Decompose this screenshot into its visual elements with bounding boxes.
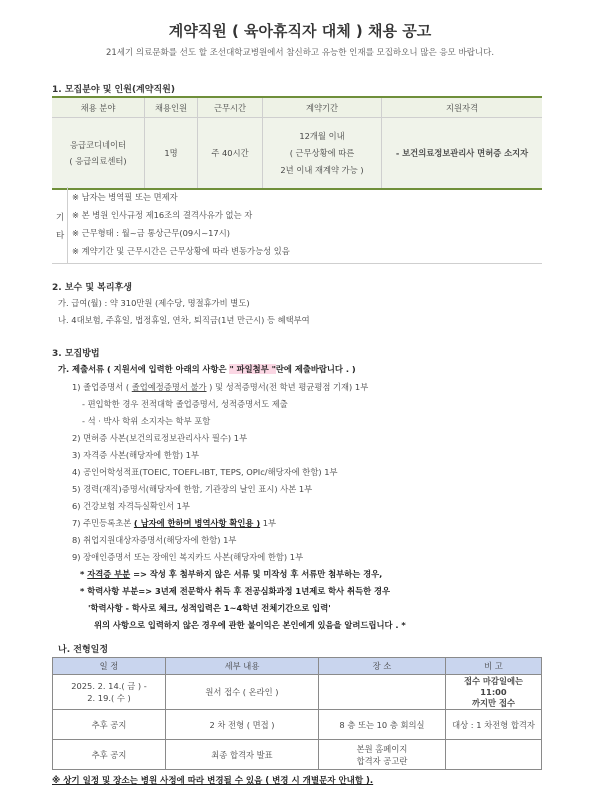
doc1-sub: - 석 · 박사 학위 소지자는 학부 포함: [82, 416, 211, 426]
table-row: [53, 675, 542, 710]
date-line2: 2. 19.( 수 ): [87, 693, 131, 703]
schedule-heading: 나. 전형일정: [58, 645, 109, 655]
doc-item-3: 3) 자격증 사본(해당자에 한함) 1부: [72, 450, 199, 460]
period-line1: 12개월 이내: [299, 131, 345, 141]
schedule-header-note: 비 고: [446, 658, 542, 675]
cell-hours: 주 40시간: [198, 118, 263, 190]
note-education-detail: '학력사항 - 학사로 체크, 성적입력은 1~4학년 전체기간으로 입력': [88, 603, 331, 613]
etc-item: ※ 계약기간 및 근무시간은 근무상황에 따라 변동가능성 있음: [72, 246, 290, 256]
field-line2: ( 응급의료센터): [69, 156, 127, 166]
note-line1: 접수 마감일에는 11:00: [464, 676, 523, 697]
schedule-note: [446, 675, 542, 710]
schedule-place: [319, 740, 446, 770]
header-field: 채용 분야: [52, 97, 145, 118]
cell-field: [52, 118, 145, 190]
doc-item-2: 2) 면허증 사본(보건의료정보관리사사 필수) 1부: [72, 433, 248, 443]
note-disclaimer: 위의 사항으로 입력하지 않은 경우에 관한 불이익은 본인에게 있음을 알려드립니다 . *: [94, 620, 406, 630]
benefit-item: 가. 급여(월) : 약 310만원 (제수당, 명절휴가비 별도): [58, 298, 250, 308]
doc1-suffix: ) 및 성적증명서(전 학년 평균평점 기재) 1부: [206, 382, 369, 392]
note1-suffix: => 작성 후 첨부하지 않은 서류 및 미작성 후 서류만 첨부하는 경우,: [130, 569, 383, 579]
note1-underline: 자격증 부분: [87, 569, 131, 579]
period-line3: 2년 이내 재계약 가능 ): [280, 165, 364, 175]
schedule-date: [53, 710, 166, 740]
doc7-prefix: 7) 주민등록초본: [72, 518, 134, 528]
schedule-detail: 최종 합격자 발표: [166, 740, 319, 770]
documents-prefix: 가. 제출서류 ( 지원서에 입력한 아래의 사항은: [58, 364, 230, 374]
note-line2: 까지만 접수: [472, 698, 515, 708]
cell-qualification: - 보건의료정보관리사 면허증 소지자: [382, 118, 543, 190]
schedule-footnote: ※ 상기 일정 및 장소는 병원 사정에 따라 변경될 수 있음 ( 변경 시 개별문자 안내함 ).: [52, 776, 374, 786]
documents-highlight: " 파일첨부 ": [229, 364, 276, 374]
documents-heading: [58, 363, 356, 375]
section2-heading: 2. 보수 및 복리후생: [52, 283, 132, 293]
documents-suffix: 란에 제출바랍니다 . ): [275, 364, 356, 374]
doc-item-8: 8) 취업지원대상자증명서(해당자에 한함) 1부: [72, 535, 237, 545]
recruitment-table: [52, 96, 542, 190]
section3-heading: 3. 모집방법: [52, 349, 100, 359]
header-count: 채용인원: [145, 97, 198, 118]
note-certificate: [80, 568, 382, 580]
note-education: * 학력사항 부분=> 3년제 전문학사 취득 후 전공심화과정 1년제로 학사 취득한 경우: [80, 586, 391, 596]
period-line2: ( 근무상황에 따른: [289, 148, 355, 158]
benefit-item: 나. 4대보험, 주휴일, 법정휴일, 연차, 퇴직금(1년 만근시) 등 혜택부여: [58, 315, 310, 325]
table-row: [53, 740, 542, 770]
doc-item-4: 4) 공인어학성적표(TOEIC, TOEFL-IBT, TEPS, OPIc/해당자에 한함) 1부: [72, 467, 338, 477]
cell-period: [263, 118, 382, 190]
header-period: 계약기간: [263, 97, 382, 118]
doc-item-1: [72, 381, 368, 393]
doc-item-6: 6) 건강보험 자격득실확인서 1부: [72, 501, 190, 511]
note-line1: 대상 : 1 차전형 합격자: [452, 719, 535, 730]
header-qualification: 지원자격: [382, 97, 543, 118]
schedule-header-place: 장 소: [319, 658, 446, 675]
schedule-note: [446, 740, 542, 770]
etc-item: ※ 근무형태 : 월~금 통상근무(09시~17시): [72, 228, 230, 238]
schedule-table: [52, 657, 542, 770]
doc-item-5: 5) 경력(재직)증명서(해당자에 한함, 기관장의 날인 표시) 사본 1부: [72, 484, 313, 494]
etc-box: [52, 187, 542, 264]
doc7-bold: ( 남자에 한하며 병역사항 확인용 ): [133, 518, 261, 528]
schedule-detail: 2 차 전형 ( 면접 ): [166, 710, 319, 740]
place-line1: 본원 홈페이지: [356, 743, 408, 754]
schedule-header-date: 일 정: [53, 658, 166, 675]
date-line1: 추후 공지: [91, 749, 127, 760]
etc-label: [52, 187, 68, 263]
schedule-header-detail: 세부 내용: [166, 658, 319, 675]
schedule-note: [446, 710, 542, 740]
doc1-underline: 졸업예정증명서 불가: [131, 382, 207, 392]
page-title: 계약직원 ( 육아휴직자 대체 ) 채용 공고: [168, 22, 432, 40]
etc-label-2: 타: [56, 231, 65, 241]
doc-item-7: [72, 517, 276, 529]
doc1-prefix: 1) 졸업증명서 (: [72, 382, 132, 392]
etc-label-1: 기: [56, 213, 65, 223]
schedule-place: [319, 710, 446, 740]
cell-count: 1명: [145, 118, 198, 190]
header-hours: 근무시간: [198, 97, 263, 118]
doc1-sub: - 편입학한 경우 전적대학 졸업증명서, 성적증명서도 제출: [82, 399, 288, 409]
field-line1: 응급코디네이터: [69, 140, 127, 150]
schedule-detail: 원서 접수 ( 온라인 ): [166, 675, 319, 710]
doc-item-9: 9) 장애인증명서 또는 장애인 복지카드 사본(해당자에 한함) 1부: [72, 552, 304, 562]
doc7-suffix: 1부: [260, 518, 277, 528]
schedule-place: [319, 675, 446, 710]
place-line1: 8 층 또는 10 층 회의실: [339, 719, 425, 730]
intro-text: 21세기 의료문화를 선도 할 조선대학교병원에서 참신하고 유능한 인재를 모집하오니 많은 응모 바랍니다.: [105, 48, 495, 58]
table-row: [53, 710, 542, 740]
schedule-date: [53, 740, 166, 770]
note1-prefix: *: [80, 569, 88, 579]
etc-item: ※ 본 병원 인사규정 제16조의 결격사유가 없는 자: [72, 210, 253, 220]
place-line2: 합격자 공고란: [356, 755, 408, 766]
date-line1: 추후 공지: [91, 719, 127, 730]
etc-item: ※ 남자는 병역필 또는 면제자: [72, 192, 178, 202]
schedule-date: [53, 675, 166, 710]
section1-heading: 1. 모집분야 및 인원(계약직원): [52, 85, 175, 95]
date-line1: 2025. 2. 14.( 금 ) -: [71, 681, 147, 691]
